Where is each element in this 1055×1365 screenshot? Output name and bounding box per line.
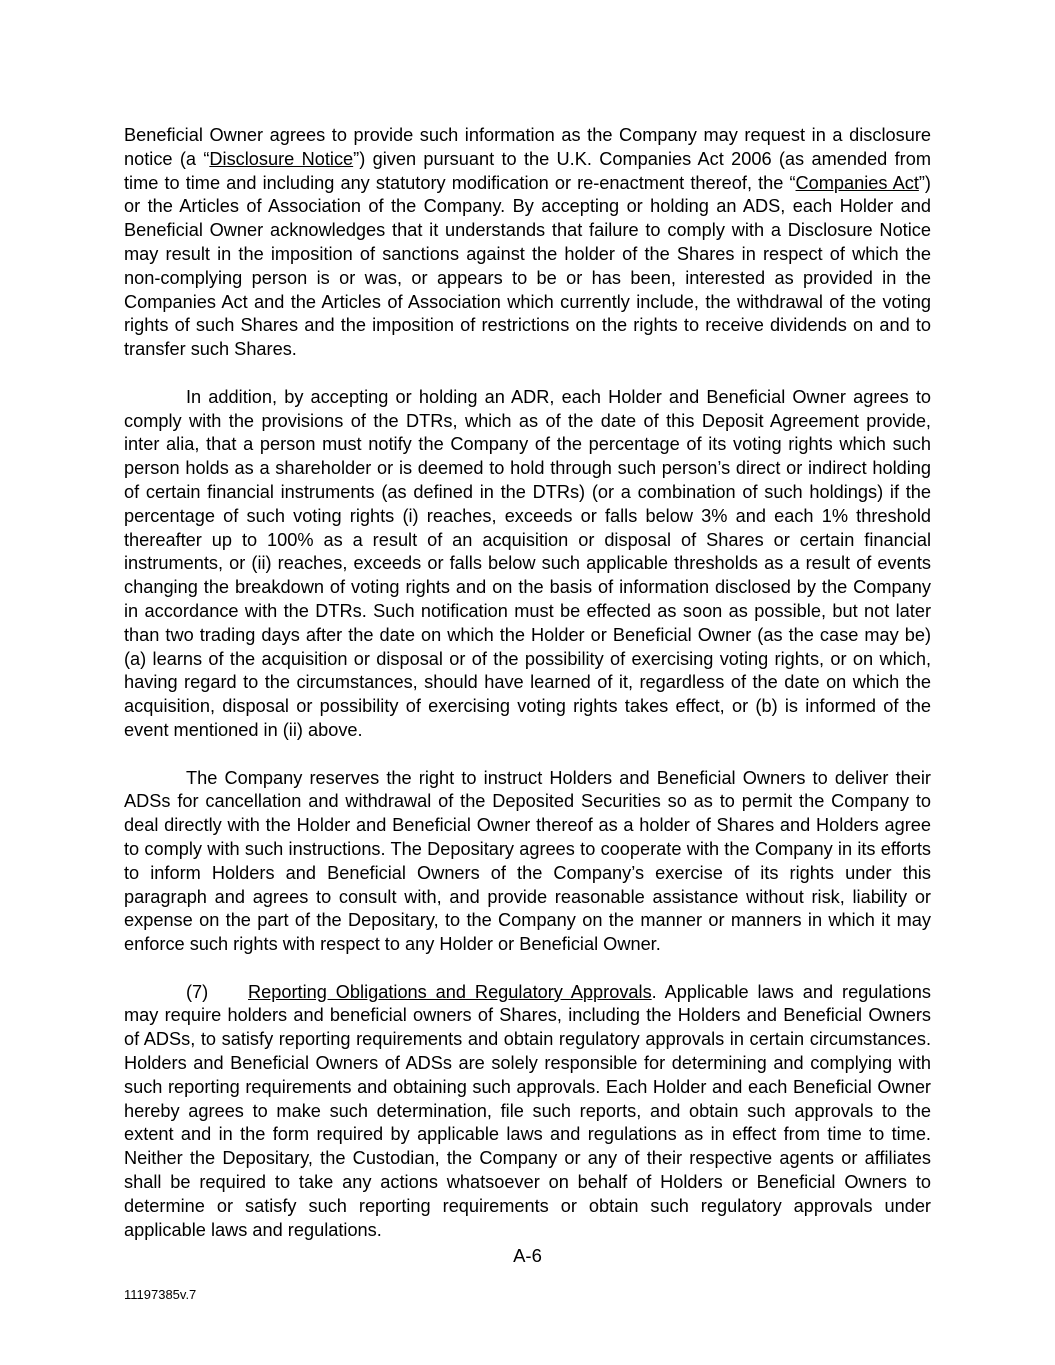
- document-body: [124, 124, 931, 1266]
- paragraph-disclosure-notice: [124, 124, 931, 362]
- defined-term-companies-act: Companies Act: [795, 172, 919, 193]
- paragraph-text: ”) given pursuant to the U.K. Companies Act 2006 (as amended from time to time and including any statutory modification or re-enactment thereof, the “: [124, 148, 931, 193]
- defined-term-disclosure-notice: Disclosure Notice: [209, 148, 354, 169]
- paragraph-reporting-obligations: [124, 981, 931, 1243]
- paragraph-dtrs-notification: In addition, by accepting or holding an ADR, each Holder and Beneficial Owner agrees to comply with the provisions of the DTRs, which as of the date of this Deposit Agreement provide, inter alia, that a person must notify the Company of the percentage of its voting rights which such person holds as a shareholder or is deemed to hold through such person’s direct or indirect holding of certain financial instruments (as defined in the DTRs) (or a combination of such holdings) if the percentage of such voting rights (i) reaches, exceeds or falls below 3% and each 1% threshold thereafter up to 100% as a result of an acquisition or disposal of Shares or certain financial instruments, or (ii) reaches, exceeds or falls below such applicable thresholds as a result of events changing the breakdown of voting rights and on the basis of information disclosed by the Company in accordance with the DTRs. Such notification must be effected as soon as possible, but not later than two trading days after the date on which the Holder or Beneficial Owner (as the case may be) (a) learns of the acquisition or disposal or of the possibility of exercising voting rights, or on which, having regard to the circumstances, should have learned of it, regardless of the date on which the acquisition, disposal or possibility of exercising voting rights takes effect, or (b) is informed of the event mentioned in (ii) above.: [124, 386, 931, 740]
- page-number: A-6: [513, 1245, 542, 1266]
- paragraph-text: ”) or the Articles of Association of the Company. By accepting or holding an ADS, each Holder and Beneficial Owner acknowledges that it understands that failure to comply with a Disclosure Notice may result in the imposition of sanctions against the holder of the Shares in respect of which the non-complying person is or was, or appears to be or has been, interested as provided in the Companies Act and the Articles of Association which currently include, the withdrawal of the voting rights of such Shares and the imposition of restrictions on the rights to receive dividends on and to transfer such Shares.: [124, 172, 931, 360]
- section-heading: Reporting Obligations and Regulatory Approvals: [248, 981, 652, 1002]
- section-number: (7): [186, 981, 209, 1002]
- paragraph-text: Beneficial Owner agrees to provide such information as the Company may request in a disclosure notice (a “: [124, 125, 931, 169]
- document-id: 11197385v.7: [124, 1287, 197, 1302]
- paragraph-text: . Applicable laws and regulations may require holders and beneficial owners of Shares, including the Holders and Beneficial Owners of ADSs, to satisfy reporting requirements and obtain regulatory approvals in certain circumstances. Holders and Beneficial Owners of ADSs are solely responsible for determining and complying with such reporting requirements and obtaining such approvals. Each Holder and each Beneficial Owner hereby agrees to make such determination, file such reports, and obtain such approvals to the extent and in the form required by applicable laws and regulations as in effect from time to time. Neither the Depositary, the Custodian, the Company or any of their respective agents or affiliates shall be required to take any actions whatsoever on behalf of Holders or Beneficial Owners to determine or satisfy such reporting requirements or obtain such regulatory approvals under applicable laws and regulations.: [124, 981, 931, 1240]
- paragraph-company-reserves-right: The Company reserves the right to instruct Holders and Beneficial Owners to deliver their ADSs for cancellation and withdrawal of the Deposited Securities so as to permit the Company to deal directly with the Holder and Beneficial Owner thereof as a holder of Shares and Holders agree to comply with such instructions. The Depositary agrees to cooperate with the Company in its efforts to inform Holders and Beneficial Owners of the Company’s exercise of its rights under this paragraph and agrees to consult with, and provide reasonable assistance without risk, liability or expense on the part of the Depositary, to the Company on the manner or manners in which it may enforce such rights with respect to any Holder or Beneficial Owner.: [124, 767, 931, 955]
